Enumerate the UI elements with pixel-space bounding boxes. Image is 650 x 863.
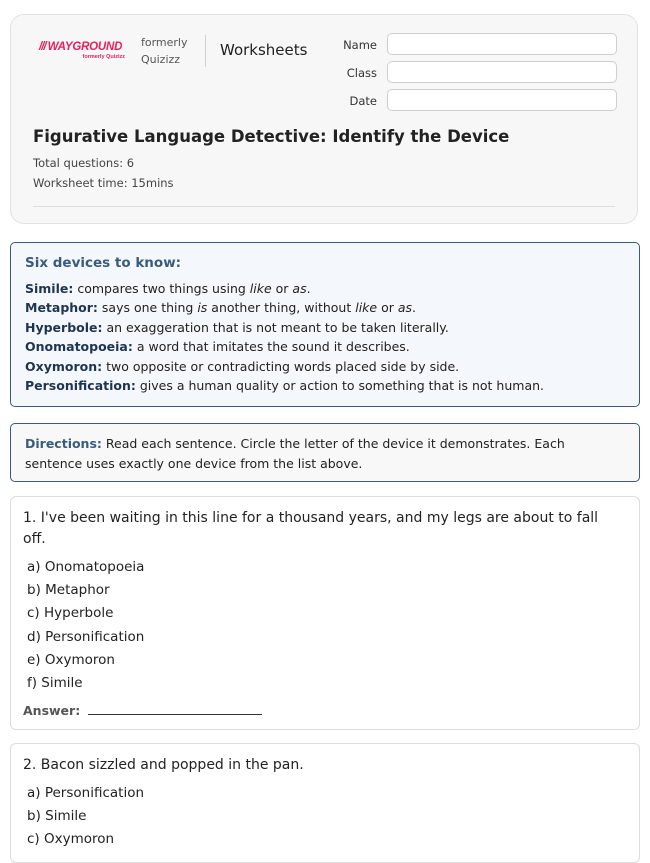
option-a[interactable]: a) Personification <box>27 785 145 801</box>
logo-subtext: formerly Quizizz <box>82 54 125 60</box>
name-field[interactable] <box>387 33 617 55</box>
option-e[interactable]: e) Oxymoron <box>27 652 115 668</box>
answer-line[interactable] <box>88 714 262 715</box>
question-card-1 <box>10 496 640 730</box>
option-d[interactable]: d) Personification <box>27 629 145 645</box>
device-hyperbole: Hyperbole: an exaggeration that is not meant to be taken literally. <box>25 320 449 335</box>
header-divider <box>205 35 206 67</box>
formerly-note: formerly Quizizz <box>141 36 188 66</box>
name-label: Name <box>343 38 377 52</box>
worksheet-header <box>10 14 638 224</box>
devices-heading: Six devices to know: <box>25 255 182 271</box>
date-label: Date <box>349 94 377 108</box>
option-c[interactable]: c) Oxymoron <box>27 831 115 847</box>
logo-text: WAYGROUND <box>47 41 123 53</box>
answer-label: Answer: <box>23 703 81 718</box>
device-onomatopoeia: Onomatopoeia: a word that imitates the sound it describes. <box>25 339 410 354</box>
logo-bars-icon: /// <box>39 41 46 53</box>
total-questions: Total questions: 6 <box>33 156 135 170</box>
option-a[interactable]: a) Onomatopoeia <box>27 559 145 575</box>
directions-text: Directions: Read each sentence. Circle the letter of the device it demonstrates. Each sentence uses exactly one device from the list above. <box>25 436 565 471</box>
worksheet-time: Worksheet time: 15mins <box>33 176 174 190</box>
device-personification: Personification: gives a human quality or action to something that is not human. <box>25 378 544 393</box>
device-metaphor: Metaphor: says one thing is another thing, without like or as. <box>25 300 417 315</box>
option-b[interactable]: b) Metaphor <box>27 582 110 598</box>
devices-reference-box <box>10 242 640 407</box>
class-label: Class <box>346 66 377 80</box>
section-title: Worksheets <box>220 41 308 59</box>
option-b[interactable]: b) Simile <box>27 808 87 824</box>
wayground-logo <box>39 41 125 60</box>
device-simile: Simile: compares two things using like or as. <box>25 281 311 296</box>
option-f[interactable]: f) Simile <box>27 675 83 691</box>
header-bottom-divider <box>33 206 615 207</box>
option-c[interactable]: c) Hyperbole <box>27 605 114 621</box>
date-field[interactable] <box>387 89 617 111</box>
question-text: 2. Bacon sizzled and popped in the pan. <box>23 757 304 773</box>
class-field[interactable] <box>387 61 617 83</box>
directions-box <box>10 423 640 482</box>
device-oxymoron: Oxymoron: two opposite or contradicting words placed side by side. <box>25 359 460 374</box>
worksheet-title: Figurative Language Detective: Identify the Device <box>33 127 510 146</box>
question-card-2 <box>10 743 640 863</box>
question-text: 1. I've been waiting in this line for a thousand years, and my legs are about to fall off. <box>23 510 599 547</box>
